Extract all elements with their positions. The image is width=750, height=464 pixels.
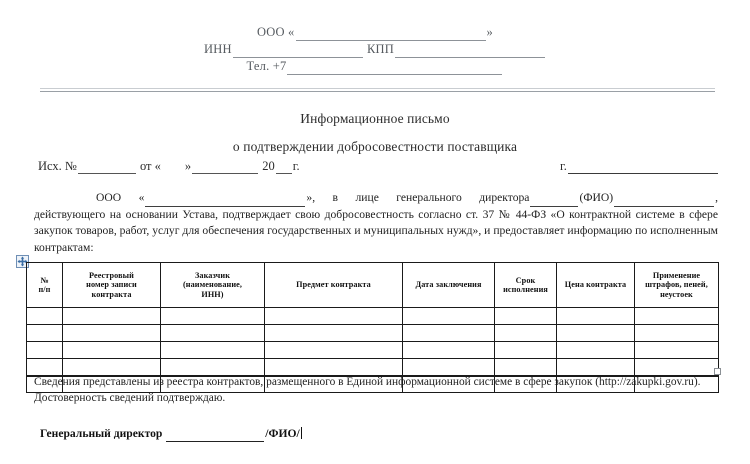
outgoing-year-suffix: г. (292, 159, 300, 173)
table-cell[interactable] (63, 342, 161, 359)
table-cell[interactable] (63, 325, 161, 342)
table-cell[interactable] (161, 342, 265, 359)
column-header-subject-l1: Предмет контракта (296, 280, 371, 290)
outgoing-day-blank[interactable] (162, 162, 184, 174)
outgoing-quote-close: » (184, 159, 192, 173)
column-header-customer[interactable] (161, 263, 265, 308)
column-header-penalties[interactable] (635, 263, 719, 308)
column-header-term-l2: исполнения (503, 285, 548, 294)
outgoing-number-blank[interactable] (78, 161, 136, 174)
body-company-label: ООО « (96, 191, 145, 204)
column-header-number[interactable] (27, 263, 63, 308)
table-cell[interactable] (161, 308, 265, 325)
table-cell[interactable] (495, 359, 557, 376)
column-header-customer-l1: Заказчик (194, 270, 231, 280)
column-header-customer-l2: (наименование, (182, 280, 243, 290)
column-header-penalties-l3: неустоек (660, 289, 693, 299)
table-header-row (27, 263, 719, 308)
table-cell[interactable] (557, 308, 635, 325)
letterhead-company-blank[interactable] (296, 28, 486, 41)
table-cell[interactable] (495, 325, 557, 342)
table-cell[interactable] (635, 359, 719, 376)
footer-note-line-1: Сведения представлены из реестра контрактов, размещенного в Единой информационной системе в сфере закупок (http://zakupki.gov.ru). (34, 376, 701, 388)
letterhead-inn-kpp-row (0, 41, 750, 58)
body-line-two: основании Устава, подтверждает свою добросовестность согласно ст. 37 № 44-ФЗ «О контрактной системе в сфере закупок товаров, работ, (34, 207, 719, 237)
table-cell[interactable] (161, 359, 265, 376)
column-header-conclusion-date[interactable] (403, 263, 495, 308)
letterhead (0, 24, 750, 75)
column-header-registry-number-l3: контракта (91, 289, 132, 299)
signature-name-placeholder: /ФИО/ (265, 427, 300, 440)
column-header-number-l2: п/п (38, 285, 51, 294)
document-title-block (0, 108, 750, 158)
outgoing-year-blank[interactable] (276, 161, 292, 174)
body-director-blank-right[interactable] (614, 194, 714, 207)
letterhead-phone-row (0, 58, 750, 75)
table-cell[interactable] (495, 342, 557, 359)
column-header-number-l1: № (40, 275, 49, 285)
table-cell[interactable] (27, 359, 63, 376)
table-cell[interactable] (265, 325, 403, 342)
outgoing-prefix-label: Исх. № (38, 159, 77, 173)
column-header-term[interactable] (495, 263, 557, 308)
table-cell[interactable] (27, 342, 63, 359)
outgoing-number-line (38, 158, 300, 174)
table-cell[interactable] (265, 359, 403, 376)
signature-role-label: Генеральный директор (40, 427, 163, 440)
column-header-registry-number-l1: Реестровый (89, 270, 134, 280)
table-cell[interactable] (63, 308, 161, 325)
table-cell[interactable] (265, 342, 403, 359)
letterhead-divider-top (40, 88, 715, 89)
outgoing-from-label: от « (139, 159, 161, 173)
table-cell[interactable] (495, 308, 557, 325)
signature-line (40, 426, 302, 442)
page-title: Информационное письмо (300, 111, 450, 126)
outgoing-year-label: 20 (262, 159, 275, 173)
body-line-three: услуг для обеспечения государственных и муниципальных нужд», и предоставляет информацию по исполненным контрактам: (34, 224, 718, 254)
footer-note-line-2: Достоверность сведений подтверждаю. (34, 392, 226, 404)
table-cell[interactable] (403, 325, 495, 342)
table-cell[interactable] (403, 359, 495, 376)
letterhead-company-row (0, 24, 750, 41)
body-director-blank-left[interactable] (530, 194, 578, 207)
text-caret (301, 427, 302, 439)
table-cell[interactable] (557, 325, 635, 342)
column-header-conclusion-date-l1: Дата заключения (415, 280, 482, 290)
body-paragraph (34, 190, 718, 256)
column-header-registry-number-l2: номер записи (86, 280, 137, 290)
city-blank[interactable] (568, 161, 718, 174)
column-header-customer-l3: ИНН) (201, 289, 224, 299)
letterhead-phone-label: Тел. +7 (246, 59, 287, 73)
body-director-label: », в лице генерального директора (306, 191, 530, 204)
column-header-subject[interactable] (265, 263, 403, 308)
table-row[interactable] (27, 359, 719, 376)
table-cell[interactable] (27, 325, 63, 342)
table-cell[interactable] (635, 342, 719, 359)
city-label: г. (560, 159, 567, 173)
letterhead-company-label: ООО « (257, 25, 295, 39)
column-header-price[interactable] (557, 263, 635, 308)
column-header-registry-number[interactable] (63, 263, 161, 308)
body-acting-label: , действующего на (34, 191, 718, 221)
outgoing-month-blank[interactable] (192, 161, 258, 174)
column-header-penalties-l1: Применение (652, 270, 701, 280)
table-row[interactable] (27, 308, 719, 325)
table-cell[interactable] (403, 308, 495, 325)
letterhead-kpp-label: КПП (367, 42, 394, 56)
letterhead-kpp-blank[interactable] (395, 45, 545, 58)
table-row[interactable] (27, 325, 719, 342)
table-cell[interactable] (403, 342, 495, 359)
letterhead-inn-label: ИНН (203, 42, 232, 56)
table-cell[interactable] (27, 308, 63, 325)
column-header-price-l1: Цена контракта (564, 280, 627, 290)
table-row[interactable] (27, 342, 719, 359)
table-cell[interactable] (161, 325, 265, 342)
table-cell[interactable] (635, 325, 719, 342)
signature-blank[interactable] (166, 429, 264, 442)
letterhead-phone-blank[interactable] (287, 62, 502, 75)
table-cell[interactable] (557, 359, 635, 376)
column-header-penalties-l2: штрафов, пеней, (645, 280, 708, 290)
letterhead-company-quote-close: » (486, 25, 493, 39)
table-cell[interactable] (265, 308, 403, 325)
column-header-term-l1: Срок (515, 275, 536, 285)
table-cell[interactable] (557, 342, 635, 359)
body-company-blank[interactable] (145, 194, 305, 207)
footer-note (34, 374, 724, 406)
table-cell[interactable] (635, 308, 719, 325)
letterhead-inn-blank[interactable] (233, 45, 363, 58)
city-line (560, 158, 719, 174)
table-cell[interactable] (63, 359, 161, 376)
body-fio-label: (ФИО) (579, 191, 614, 204)
page-subtitle: о подтверждении добросовестности поставщика (232, 139, 518, 154)
letterhead-divider-bottom (40, 91, 715, 92)
